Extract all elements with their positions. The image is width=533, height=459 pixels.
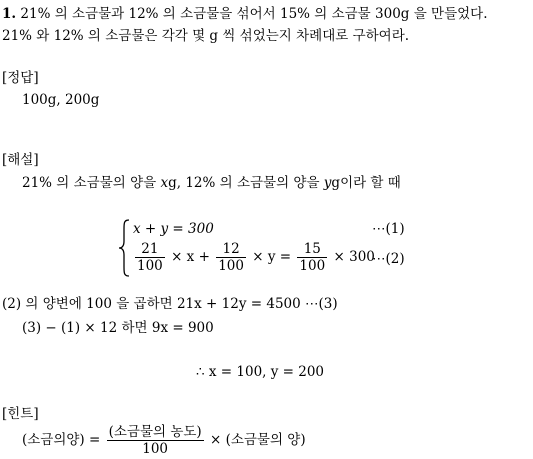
equation-1 (133, 221, 214, 237)
answer-label: [정답] (2, 70, 39, 86)
eq2-rhs: × 300 (333, 249, 375, 265)
hint-fraction (107, 424, 204, 457)
equation-1-lhs: x + y = 300 (133, 221, 214, 237)
hint-rhs: × (소금물의 양) (209, 432, 306, 448)
eq2-term-x: × x + (171, 249, 210, 265)
equation-2 (133, 241, 375, 274)
hint-formula (22, 424, 306, 457)
frac-den: 100 (299, 258, 326, 274)
fraction-12-100 (216, 241, 246, 274)
solution-step-1: (2) 의 양변에 100 을 곱하면 21x + 12y = 4500 ⋯(3) (2, 296, 338, 312)
solution-label: [해설] (2, 152, 39, 168)
fraction-21-100 (135, 241, 165, 274)
hint-lhs: (소금의양) = (22, 432, 101, 448)
frac-num: 12 (216, 241, 246, 258)
problem-line-2: 21% 와 12% 의 소금물은 각각 몇 g 씩 섞었는지 차례대로 구하여라. (2, 28, 410, 44)
frac-den: 100 (218, 258, 244, 274)
problem-line-1 (2, 5, 488, 23)
frac-den: 100 (142, 441, 169, 457)
intro-var-x: x (160, 175, 169, 191)
frac-num: (소금물의 농도) (108, 424, 202, 440)
equation-2-tag: ⋯(2) (372, 251, 405, 267)
intro-pre: 21% 의 소금물의 양을 (22, 175, 161, 191)
answer-value: 100g, 200g (22, 92, 100, 108)
equation-1-tag: ⋯(1) (372, 221, 405, 237)
solution-intro (22, 174, 401, 192)
problem-text-1: 21% 의 소금물과 12% 의 소금물을 섞어서 15% 의 소금물 300g 을 만들었다. (20, 6, 488, 22)
intro-post: g이라 할 때 (331, 175, 401, 191)
system-brace-icon (118, 219, 130, 277)
intro-var-y: y (323, 175, 332, 191)
hint-label: [힌트] (2, 406, 39, 422)
intro-mid: g, 12% 의 소금물의 양을 (168, 175, 324, 191)
solution-result: ∴ x = 100, y = 200 (196, 364, 325, 380)
solution-step-2: (3) − (1) × 12 하면 9x = 900 (22, 320, 214, 336)
frac-num: 15 (297, 241, 327, 258)
fraction-15-100 (297, 241, 327, 274)
frac-den: 100 (137, 258, 163, 274)
problem-number: 1. (2, 6, 17, 22)
eq2-term-y: × y = (252, 249, 292, 265)
frac-num: 21 (135, 241, 165, 258)
